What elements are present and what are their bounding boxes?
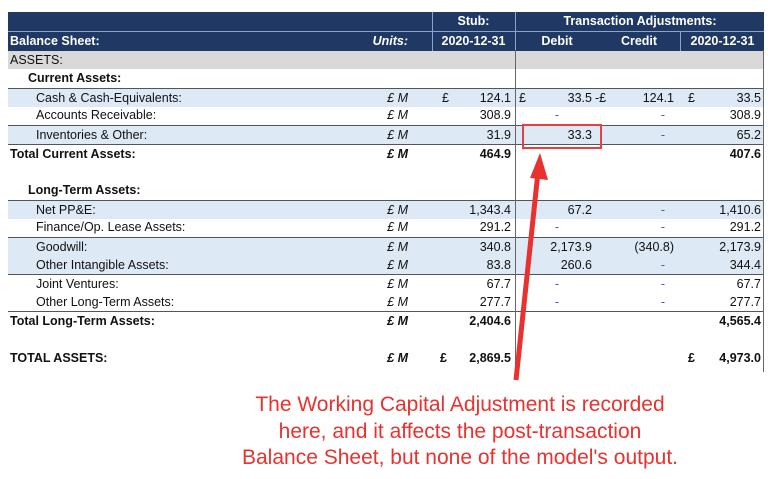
stub-value: 1,343.4: [469, 202, 511, 217]
credit-value: -: [660, 257, 666, 272]
stub-value: 2,404.6: [469, 314, 511, 329]
debit-value: -: [554, 108, 560, 123]
credit-value: -: [660, 127, 666, 142]
row-label: Goodwill:: [36, 239, 88, 254]
debit-value: 2,173.9: [550, 239, 592, 254]
post-value: 65.2: [736, 127, 761, 142]
post-value: 2,173.9: [719, 239, 761, 254]
row-label: Inventories & Other:: [36, 127, 148, 142]
row-label: Long-Term Assets:: [28, 183, 141, 198]
row-label: ASSETS:: [10, 52, 63, 67]
row-label: Net PP&E:: [36, 202, 96, 217]
row-label: Finance/Op. Lease Assets:: [36, 220, 186, 235]
row-label: Other Long-Term Assets:: [36, 294, 175, 309]
post-value: 33.5: [736, 90, 761, 105]
stub-value: 277.7: [479, 294, 511, 309]
sheet-title: Balance Sheet:: [10, 34, 100, 48]
stub-value: 464.9: [479, 146, 511, 161]
debit-value: 33.3: [567, 127, 592, 142]
post-value: 308.9: [729, 108, 761, 123]
debit-value: -: [554, 220, 560, 235]
stub-value: 308.9: [479, 108, 511, 123]
credit-value: -: [660, 294, 666, 309]
unit-cell: £ M: [387, 239, 408, 254]
post-date: 2020-12-31: [690, 34, 755, 48]
annotation-text: [200, 392, 720, 472]
unit-cell: £ M: [387, 220, 408, 235]
stub-value: 67.7: [486, 277, 511, 292]
debit-value: 260.6: [560, 257, 592, 272]
post-value: 407.6: [729, 146, 761, 161]
stub-value: 291.2: [479, 220, 511, 235]
annotation-line: The Working Capital Adjustment is recorded: [255, 393, 665, 416]
units-label: Units:: [372, 34, 408, 48]
unit-cell: £ M: [387, 127, 408, 142]
credit-value: -: [660, 220, 666, 235]
credit-value: 124.1: [642, 90, 674, 105]
currency-symbol: £: [688, 350, 695, 365]
annotation-line: Balance Sheet, but none of the model's output.: [242, 446, 678, 469]
unit-cell: £ M: [387, 294, 408, 309]
credit-label: Credit: [620, 34, 658, 48]
post-value: 344.4: [729, 257, 761, 272]
stub-label: Stub:: [457, 14, 490, 28]
unit-cell: £ M: [387, 257, 408, 272]
row-label: Total Long-Term Assets:: [10, 314, 155, 329]
currency-symbol: £: [440, 350, 447, 365]
unit-cell: £ M: [387, 146, 408, 161]
debit-label: Debit: [541, 34, 573, 48]
row-label: Cash & Cash-Equivalents:: [36, 90, 182, 105]
annotation-line: here, and it affects the post-transaction: [278, 419, 642, 443]
unit-cell: £ M: [387, 314, 408, 329]
adjustments-label: Transaction Adjustments:: [563, 14, 717, 28]
debit-value: 33.5: [567, 90, 592, 105]
currency-symbol: £: [519, 90, 526, 105]
currency-symbol: £: [688, 90, 695, 105]
row-label: TOTAL ASSETS:: [10, 350, 108, 365]
unit-cell: £ M: [387, 108, 408, 123]
currency-symbol: £: [442, 90, 449, 105]
stub-value: 2,869.5: [469, 350, 511, 365]
unit-cell: £ M: [387, 350, 408, 365]
post-value: 277.7: [729, 294, 761, 309]
row-label: Other Intangible Assets:: [36, 257, 169, 272]
currency-symbol: -£: [595, 90, 607, 105]
stub-value: 340.8: [479, 239, 511, 254]
unit-cell: £ M: [387, 202, 408, 217]
post-value: 67.7: [736, 277, 761, 292]
stub-date: 2020-12-31: [441, 34, 506, 48]
row-label: Current Assets:: [28, 71, 122, 86]
stub-value: 124.1: [479, 90, 511, 105]
unit-cell: £ M: [387, 277, 408, 292]
row-label: Total Current Assets:: [10, 146, 136, 161]
credit-value: -: [660, 202, 666, 217]
debit-value: -: [554, 277, 560, 292]
debit-value: 67.2: [567, 202, 592, 217]
row-label: Joint Ventures:: [36, 277, 119, 292]
debit-value: -: [554, 294, 560, 309]
post-value: 1,410.6: [719, 202, 761, 217]
post-value: 4,973.0: [719, 350, 761, 365]
credit-value: -: [660, 277, 666, 292]
stub-value: 83.8: [486, 257, 511, 272]
row-label: Accounts Receivable:: [36, 108, 157, 123]
unit-cell: £ M: [387, 90, 408, 105]
credit-value: -: [660, 108, 666, 123]
stub-value: 31.9: [486, 127, 511, 142]
post-value: 4,565.4: [719, 314, 761, 329]
credit-value: (340.8): [634, 239, 674, 254]
post-value: 291.2: [729, 220, 761, 235]
